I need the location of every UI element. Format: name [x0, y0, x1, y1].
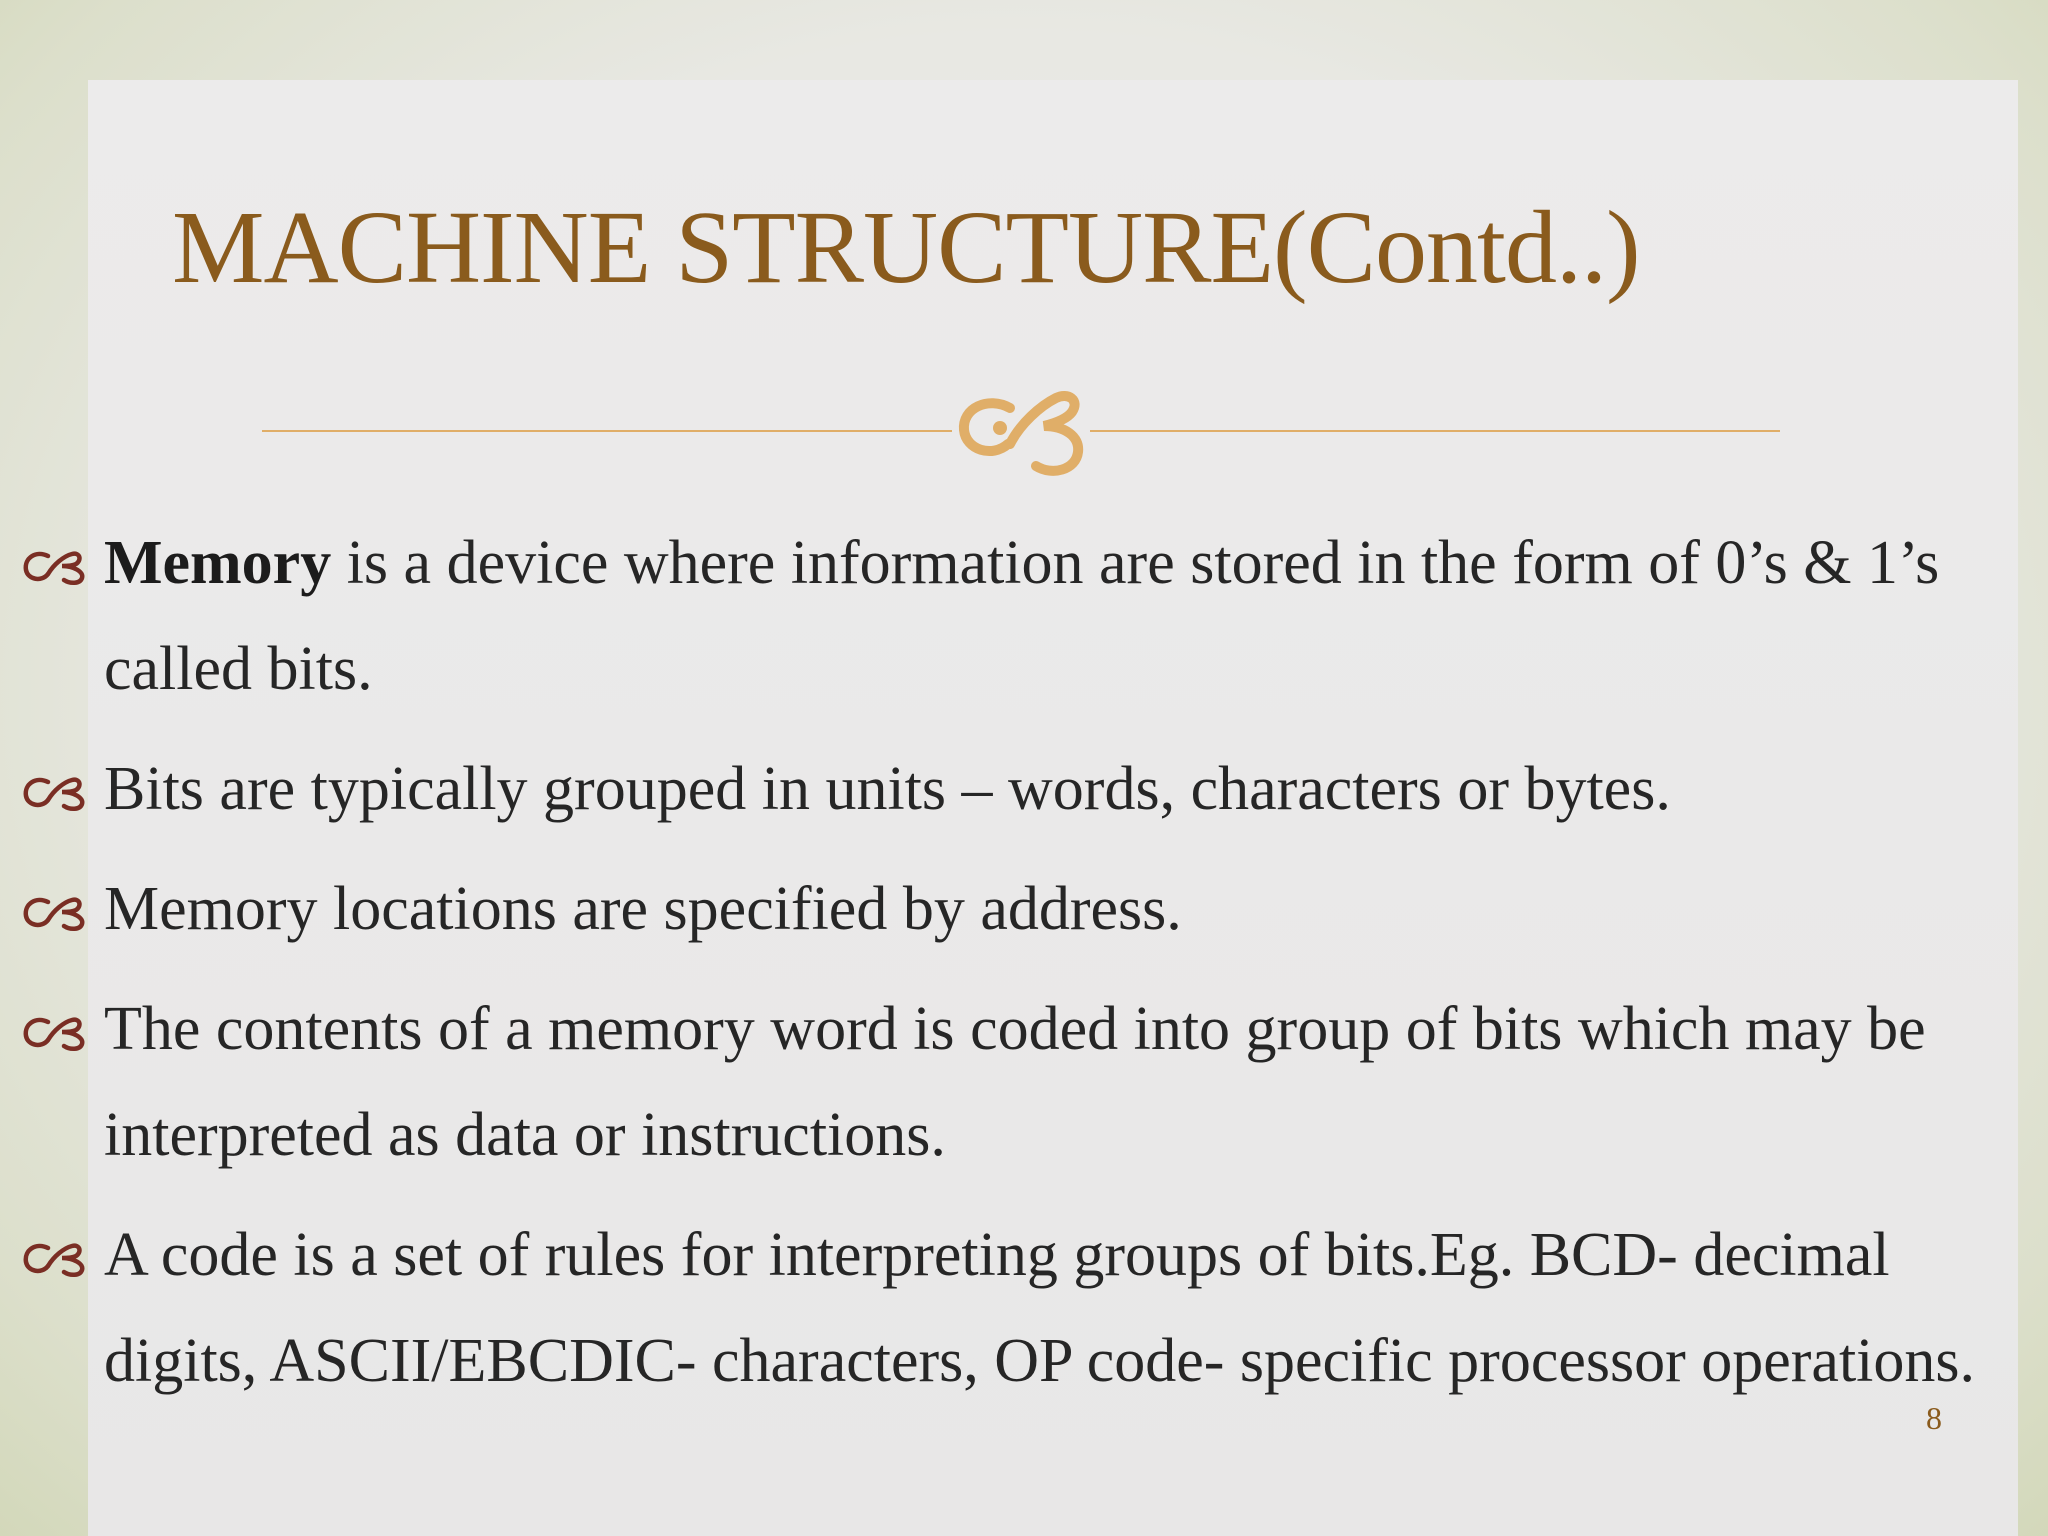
- bullet-text: Bits are typically grouped in units – words, characters or bytes.: [104, 755, 1671, 823]
- bullet-text: is a device where information are stored in the form of 0’s & 1’s called bits.: [104, 529, 1940, 703]
- ornament-bullet-icon: [22, 546, 86, 586]
- bullet-item: [22, 736, 2012, 842]
- bullet-item: [22, 1202, 2012, 1414]
- bullet-bold-term: Memory: [104, 529, 332, 597]
- bullet-item: [22, 856, 2012, 962]
- ornament-bullet-icon: [22, 1238, 86, 1278]
- bullet-text: The contents of a memory word is coded into group of bits which may be interpreted as data or instructions.: [104, 995, 1926, 1169]
- bullet-text: Memory locations are specified by address.: [104, 875, 1182, 943]
- title-divider-right: [1090, 430, 1780, 432]
- bullet-item: [22, 976, 2012, 1188]
- slide-title: MACHINE STRUCTURE(Contd..): [172, 190, 1640, 305]
- ornament-bullet-icon: [22, 1012, 86, 1052]
- bullet-item: [22, 510, 2012, 722]
- page-number: 8: [1926, 1400, 1942, 1436]
- ornament-bullet-icon: [22, 772, 86, 812]
- title-divider-left: [262, 430, 952, 432]
- flourish-ornament-icon: [948, 378, 1096, 478]
- bullet-list: [22, 510, 2012, 1428]
- ornament-bullet-icon: [22, 892, 86, 932]
- bullet-text: A code is a set of rules for interpreting groups of bits.Eg. BCD- decimal digits, ASCII/EBCDIC- characters, OP code- specific processor operations.: [104, 1221, 1976, 1395]
